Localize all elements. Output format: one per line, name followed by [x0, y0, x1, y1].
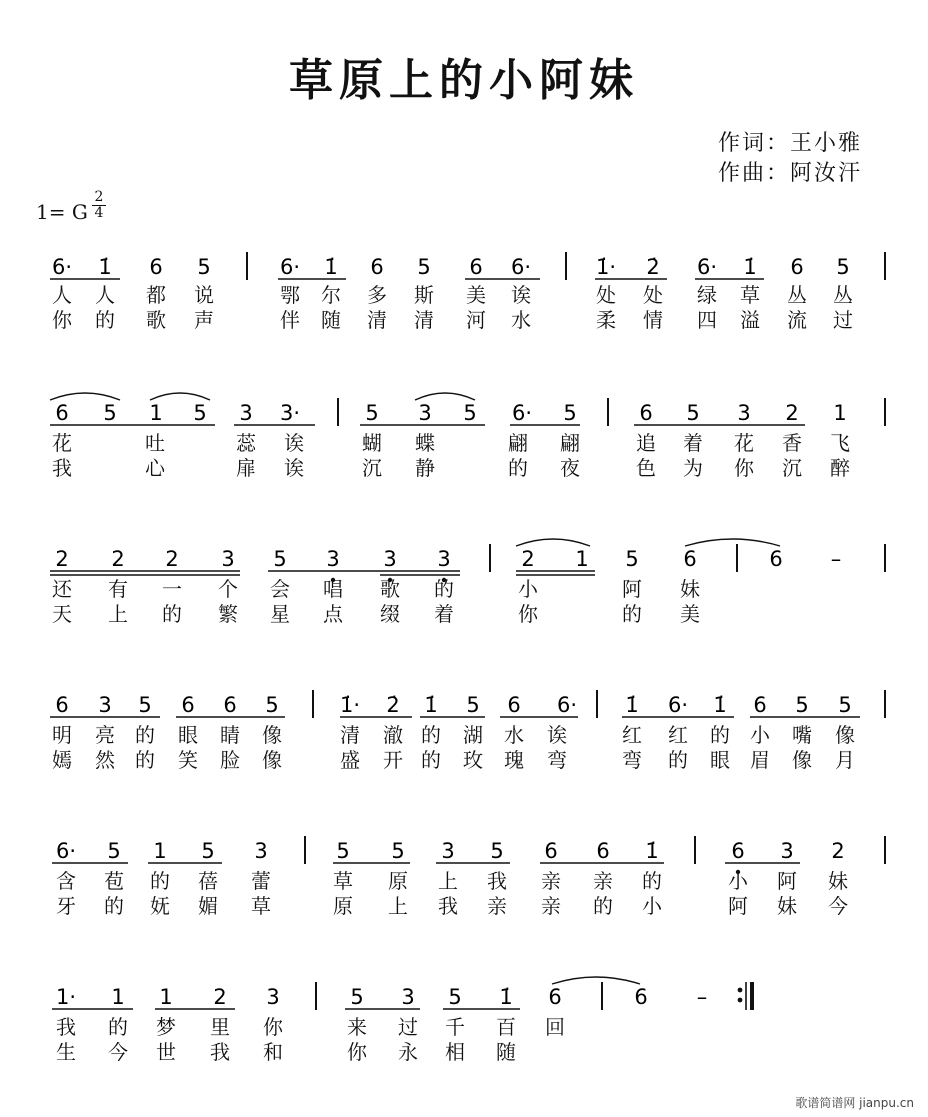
lyric-char: 飞	[830, 431, 850, 455]
note: 5	[103, 401, 117, 425]
note: 2	[521, 547, 535, 571]
lyric-char: 过	[398, 1015, 418, 1039]
note: 5	[197, 255, 211, 279]
note: 1̇·	[339, 693, 361, 717]
note: 2	[55, 547, 69, 571]
note: 5	[107, 839, 121, 863]
lyric-char: 诶	[547, 723, 567, 747]
lyric-char: 我	[438, 894, 458, 918]
lyric-char: 的	[622, 602, 642, 626]
lyric-char: 红	[668, 723, 688, 747]
lyric-char: 花	[734, 431, 754, 455]
note: 6	[223, 693, 237, 717]
note: 5	[193, 401, 207, 425]
note: 5	[138, 693, 152, 717]
lyric-char: 尔	[321, 283, 341, 307]
lyric-char: 鄂	[280, 283, 300, 307]
lyric-char: 媚	[198, 894, 218, 918]
lyric-char: 亲	[487, 894, 507, 918]
lyric-char: 星	[270, 602, 290, 626]
lyric-char: 亲	[541, 869, 561, 893]
note: 6	[596, 839, 610, 863]
lyric-char: 美	[680, 602, 700, 626]
composer-credit: 作曲：阿汝汗	[718, 161, 863, 186]
lyric-char: 你	[263, 1015, 283, 1039]
note: 6·	[667, 693, 689, 717]
note: 3	[239, 401, 253, 425]
lyric-char: 蝶	[415, 431, 435, 455]
lyric-char: 吐	[145, 431, 165, 455]
note: 1·	[55, 985, 77, 1009]
lyric-char: 妹	[828, 869, 848, 893]
lyric-char: 今	[108, 1040, 128, 1064]
note: –	[696, 985, 708, 1009]
lyric-char: 牙	[56, 894, 76, 918]
note: 1	[833, 401, 847, 425]
lyric-char: 阿	[728, 894, 748, 918]
lyric-char: 的	[642, 869, 662, 893]
lyric-char: 弯	[622, 748, 642, 772]
note: 2	[165, 547, 179, 571]
note: 6·	[696, 255, 718, 279]
note: 1̇	[743, 255, 757, 279]
lyric-char: 草	[251, 894, 271, 918]
lyric-char: 澈	[383, 723, 403, 747]
lyric-char: 蕾	[251, 869, 271, 893]
note: 1̇	[424, 693, 438, 717]
repeat-dot	[738, 998, 743, 1003]
lyric-char: 明	[52, 723, 72, 747]
lyric-char: 上	[388, 894, 408, 918]
note: 6	[55, 401, 69, 425]
note: 5	[795, 693, 809, 717]
slur	[552, 977, 640, 984]
lyric-char: 唱	[323, 577, 343, 601]
lyric-char: 里	[210, 1015, 230, 1039]
note: 5	[417, 255, 431, 279]
lyric-char: 开	[383, 748, 403, 772]
lyric-char: 草	[740, 283, 760, 307]
lyric-char: 丛	[833, 283, 853, 307]
lyric-char: 四	[697, 308, 717, 332]
lyric-char: 月	[835, 748, 855, 772]
lyric-char: 妩	[150, 894, 170, 918]
lyric-char: 随	[496, 1040, 516, 1064]
lyric-char: 相	[445, 1040, 465, 1064]
lyric-char: 小	[518, 577, 538, 601]
note: 1	[575, 547, 589, 571]
lyric-char: 上	[108, 602, 128, 626]
lyric-char: 过	[833, 308, 853, 332]
lyric-char: 像	[835, 723, 855, 747]
lyric-char: 脸	[220, 748, 240, 772]
note: 5	[686, 401, 700, 425]
lyric-char: 原	[388, 869, 408, 893]
lyric-char: 阿	[622, 577, 642, 601]
note: 6	[769, 547, 783, 571]
lyric-char: 眉	[750, 748, 770, 772]
lyricist-credit: 作词：王小雅	[718, 131, 863, 156]
lyric-char: 嘴	[792, 723, 812, 747]
note: 6	[548, 985, 562, 1009]
lyric-char: 有	[108, 577, 128, 601]
note: 6	[507, 693, 521, 717]
lyric-char: 清	[340, 723, 360, 747]
lyric-char: 静	[415, 456, 435, 480]
lyric-char: 和	[263, 1040, 283, 1064]
lyric-char: 妹	[680, 577, 700, 601]
lyric-char: 的	[421, 723, 441, 747]
note: 6	[149, 255, 163, 279]
lyric-char: 心	[145, 456, 165, 480]
lyric-char: 永	[398, 1040, 418, 1064]
note: 2̇	[386, 693, 400, 717]
lyric-char: 处	[596, 283, 616, 307]
lyric-char: 盛	[340, 748, 360, 772]
lyric-char: 来	[347, 1015, 367, 1039]
lyric-char: 一	[162, 577, 182, 601]
note: –	[830, 547, 842, 571]
lyric-char: 的	[434, 577, 454, 601]
lyric-char: 还	[52, 577, 72, 601]
lyric-char: 你	[734, 456, 754, 480]
lyric-char: 夜	[560, 456, 580, 480]
lyric-char: 歌	[380, 577, 400, 601]
lyric-char: 玫	[463, 748, 483, 772]
note: 1	[159, 985, 173, 1009]
lyric-char: 小	[642, 894, 662, 918]
lyric-char: 绿	[697, 283, 717, 307]
lyric-char: 我	[52, 456, 72, 480]
note: 5	[838, 693, 852, 717]
lyric-char: 小	[750, 723, 770, 747]
note: 3	[383, 547, 397, 571]
lyric-char: 的	[668, 748, 688, 772]
lyric-char: 为	[683, 456, 703, 480]
note: 5	[448, 985, 462, 1009]
lyric-char: 点	[323, 602, 343, 626]
lyric-char: 斯	[414, 283, 434, 307]
note: 2	[213, 985, 227, 1009]
lyric-char: 生	[56, 1040, 76, 1064]
lyric-char: 嫣	[52, 748, 72, 772]
repeat-dot	[738, 988, 743, 993]
lyric-char: 会	[270, 577, 290, 601]
note: 1̇	[713, 693, 727, 717]
lyric-char: 伴	[280, 308, 300, 332]
lyric-char: 水	[504, 723, 524, 747]
note: 6	[55, 693, 69, 717]
note: 2	[785, 401, 799, 425]
note: 3	[326, 547, 340, 571]
note: 6	[683, 547, 697, 571]
lyric-char: 你	[347, 1040, 367, 1064]
note: 5	[836, 255, 850, 279]
lyric-char: 蓓	[198, 869, 218, 893]
lyric-char: 笑	[178, 748, 198, 772]
lyric-char: 柔	[596, 308, 616, 332]
lyric-char: 蝴	[362, 431, 382, 455]
note: 3	[441, 839, 455, 863]
lyric-char: 歌	[146, 308, 166, 332]
lyric-char: 梦	[156, 1015, 176, 1039]
lyric-char: 像	[262, 748, 282, 772]
note: 6	[634, 985, 648, 1009]
note: 1̇	[98, 255, 112, 279]
lyric-char: 的	[162, 602, 182, 626]
note: 5	[273, 547, 287, 571]
slur	[685, 539, 780, 546]
lyric-char: 像	[792, 748, 812, 772]
lyric-char: 的	[135, 723, 155, 747]
lyric-char: 翩	[560, 431, 580, 455]
note: 6·	[279, 255, 301, 279]
note: 5	[265, 693, 279, 717]
note: 5	[466, 693, 480, 717]
lyric-char: 诶	[284, 431, 304, 455]
lyric-char: 诶	[511, 283, 531, 307]
lyric-char: 妹	[777, 894, 797, 918]
lyric-char: 的	[135, 748, 155, 772]
slur	[50, 393, 120, 400]
note: 5	[391, 839, 405, 863]
note: 6·	[55, 839, 77, 863]
note: 5	[336, 839, 350, 863]
note: 6	[790, 255, 804, 279]
lyric-char: 美	[466, 283, 486, 307]
lyric-char: 追	[636, 431, 656, 455]
lyric-char: 的	[593, 894, 613, 918]
watermark: 歌谱简谱网 jianpu.cn	[795, 1096, 914, 1110]
key-signature: 1= G	[36, 200, 88, 224]
lyric-char: 我	[210, 1040, 230, 1064]
note: 5	[201, 839, 215, 863]
lyric-char: 说	[194, 283, 214, 307]
note: 3	[418, 401, 432, 425]
note: 5	[365, 401, 379, 425]
lyric-char: 眼	[710, 748, 730, 772]
note: 3	[98, 693, 112, 717]
lyric-char: 个	[218, 577, 238, 601]
lyric-char: 花	[52, 431, 72, 455]
lyric-char: 弯	[547, 748, 567, 772]
lyric-char: 的	[108, 1015, 128, 1039]
lyric-char: 着	[683, 431, 703, 455]
lyric-char: 我	[56, 1015, 76, 1039]
lyric-char: 随	[321, 308, 341, 332]
note: 6	[753, 693, 767, 717]
note: 5	[563, 401, 577, 425]
lyric-char: 多	[367, 283, 387, 307]
lyric-char: 湖	[463, 723, 483, 747]
time-signature-numerator: 2	[94, 189, 104, 205]
note: 2	[111, 547, 125, 571]
note: 1̇	[645, 839, 659, 863]
lyric-char: 的	[421, 748, 441, 772]
lyric-char: 情	[643, 308, 663, 332]
lyric-char: 蕊	[236, 431, 256, 455]
note: 5	[625, 547, 639, 571]
lyric-char: 回	[545, 1015, 565, 1039]
lyric-char: 诶	[284, 456, 304, 480]
note: 1	[153, 839, 167, 863]
lyric-char: 沉	[782, 456, 802, 480]
note: 2̇	[646, 255, 660, 279]
lyric-char: 人	[52, 283, 72, 307]
slur	[150, 393, 210, 400]
lyric-char: 亮	[95, 723, 115, 747]
lyric-char: 醉	[830, 456, 850, 480]
lyric-char: 的	[710, 723, 730, 747]
lyric-char: 今	[828, 894, 848, 918]
lyric-char: 着	[434, 602, 454, 626]
time-signature-denominator: 4	[94, 205, 104, 221]
lyric-char: 人	[95, 283, 115, 307]
lyric-char: 原	[333, 894, 353, 918]
note: 6	[544, 839, 558, 863]
note: 1	[111, 985, 125, 1009]
lyric-char: 扉	[236, 456, 256, 480]
lyric-char: 都	[146, 283, 166, 307]
lyric-char: 苞	[104, 869, 124, 893]
lyric-char: 翩	[508, 431, 528, 455]
note: 5	[490, 839, 504, 863]
lyric-char: 百	[496, 1015, 516, 1039]
lyric-char: 然	[95, 748, 115, 772]
lyric-char: 的	[95, 308, 115, 332]
note: 6	[731, 839, 745, 863]
lyric-char: 睛	[220, 723, 240, 747]
lyric-char: 繁	[218, 602, 238, 626]
lyric-char: 流	[787, 308, 807, 332]
lyric-char: 含	[56, 869, 76, 893]
lyric-char: 你	[52, 308, 72, 332]
lyric-char: 亲	[593, 869, 613, 893]
note: 3	[780, 839, 794, 863]
lyric-char: 声	[194, 308, 214, 332]
note: 6	[639, 401, 653, 425]
song-title: 草原上的小阿妹	[289, 55, 639, 106]
note: 6·	[511, 401, 533, 425]
note: 1̇	[324, 255, 338, 279]
note: 1̇·	[595, 255, 617, 279]
lyric-char: 红	[622, 723, 642, 747]
lyric-char: 眼	[178, 723, 198, 747]
note: 1	[149, 401, 163, 425]
lyric-char: 上	[438, 869, 458, 893]
note: 2	[831, 839, 845, 863]
lyric-char: 色	[636, 456, 656, 480]
note: 3	[221, 547, 235, 571]
note: 6	[469, 255, 483, 279]
lyric-char: 处	[643, 283, 663, 307]
lyric-char: 溢	[740, 308, 760, 332]
lyric-char: 丛	[787, 283, 807, 307]
note: 6	[181, 693, 195, 717]
note: 3·	[279, 401, 301, 425]
lyric-char: 千	[445, 1015, 465, 1039]
note: 6·	[556, 693, 578, 717]
lyric-char: 河	[466, 308, 486, 332]
lyric-char: 瑰	[504, 748, 524, 772]
note: 3	[437, 547, 451, 571]
note: 3	[401, 985, 415, 1009]
lyric-char: 的	[104, 894, 124, 918]
lyric-char: 小	[728, 869, 748, 893]
lyric-char: 沉	[362, 456, 382, 480]
lyric-char: 香	[782, 431, 802, 455]
lyric-char: 阿	[777, 869, 797, 893]
lyric-char: 清	[367, 308, 387, 332]
lyric-char: 的	[508, 456, 528, 480]
lyric-char: 世	[156, 1040, 176, 1064]
note: 6	[370, 255, 384, 279]
slur	[516, 539, 590, 546]
lyric-char: 缀	[380, 602, 400, 626]
note: 1̇	[625, 693, 639, 717]
note: 5	[463, 401, 477, 425]
note: 1̇	[499, 985, 513, 1009]
note: 6·	[510, 255, 532, 279]
lyric-char: 草	[333, 869, 353, 893]
lyric-char: 的	[150, 869, 170, 893]
slur	[415, 393, 475, 400]
lyric-char: 水	[511, 308, 531, 332]
lyric-char: 天	[52, 602, 72, 626]
note: 5	[350, 985, 364, 1009]
lyric-char: 亲	[541, 894, 561, 918]
note: 3	[254, 839, 268, 863]
lyric-char: 像	[262, 723, 282, 747]
note: 6·	[51, 255, 73, 279]
lyric-char: 我	[487, 869, 507, 893]
note: 3	[737, 401, 751, 425]
lyric-char: 你	[518, 602, 538, 626]
lyric-char: 清	[414, 308, 434, 332]
note: 3	[266, 985, 280, 1009]
